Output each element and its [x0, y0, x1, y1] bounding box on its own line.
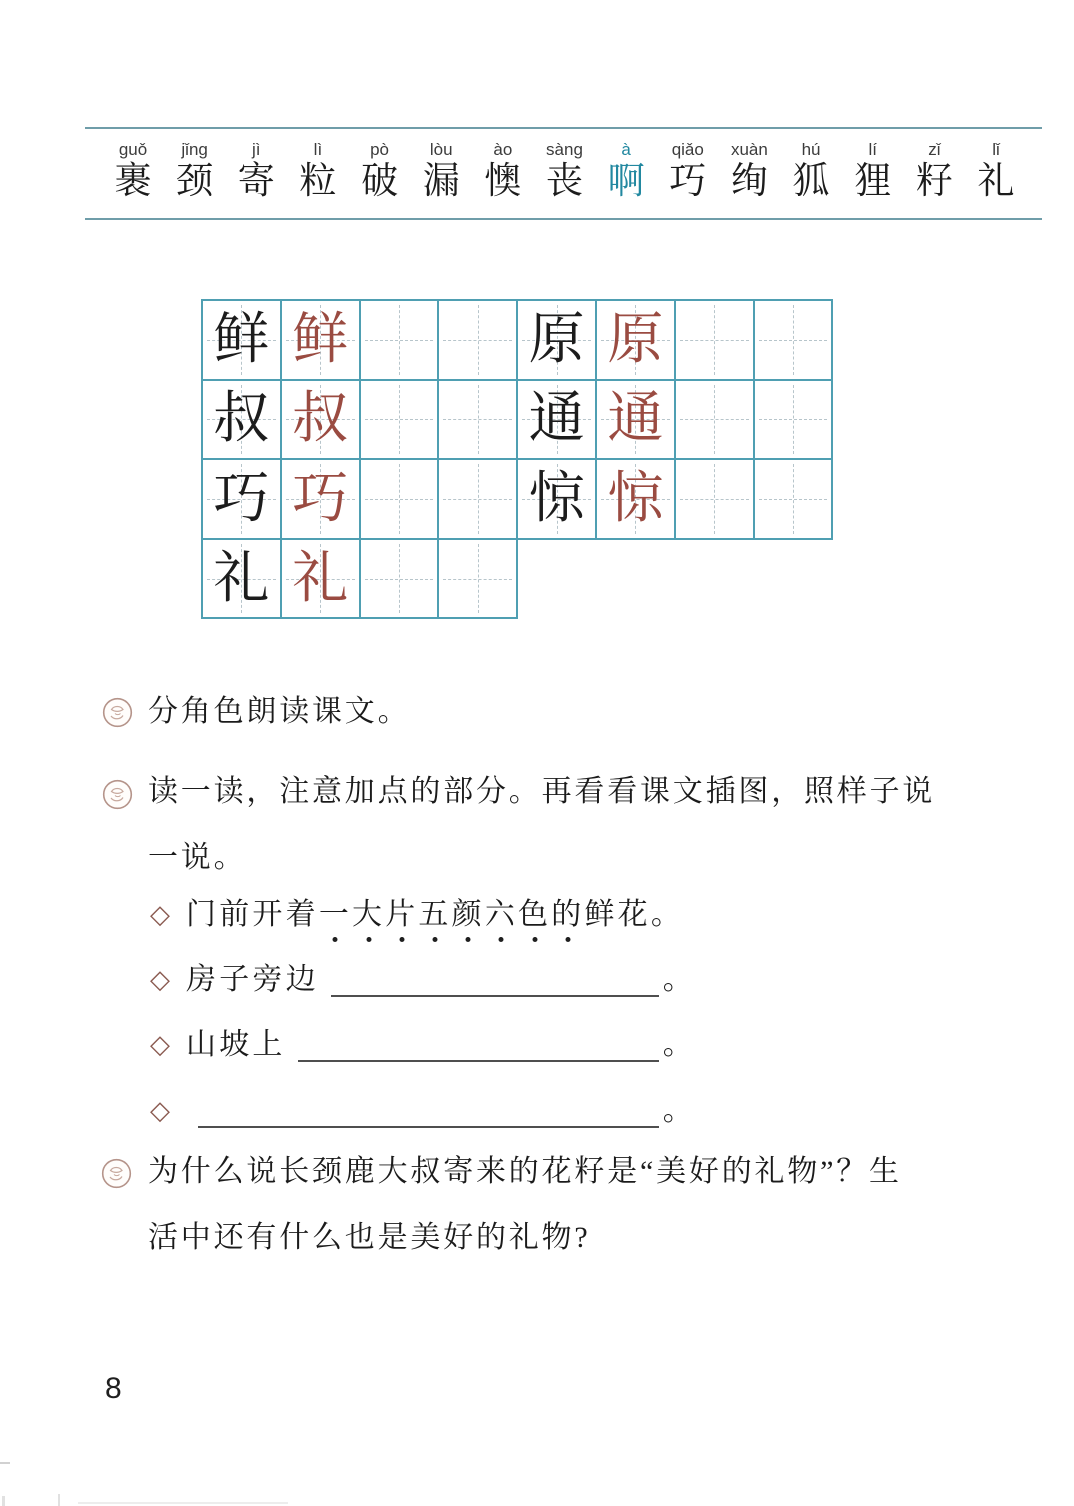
model-character: 原	[528, 308, 585, 371]
word-pinyin: pò	[370, 140, 390, 159]
word-character: 绚	[730, 161, 768, 202]
writing-grid-cell	[755, 381, 834, 461]
sentence-prefix: 房子旁边	[186, 963, 319, 996]
writing-grid-cell	[439, 540, 518, 620]
word-character: 丧	[545, 161, 583, 202]
writing-grid-cell	[518, 301, 597, 381]
diamond-bullet-icon: ◇	[150, 1096, 170, 1125]
model-character: 鲜	[213, 308, 270, 371]
word-pinyin: guǒ	[118, 140, 148, 159]
writing-grid-cell	[755, 301, 834, 381]
scan-artifact	[78, 1502, 288, 1504]
diamond-bullet-icon: ◇	[150, 900, 170, 929]
writing-grid-cell	[755, 460, 834, 540]
exercise-2-text-line-1: 读一读，注意加点的部分。再看看课文插图，照样子说	[148, 775, 936, 808]
word-character: 礼	[977, 161, 1015, 202]
flower-medallion-icon	[102, 779, 133, 810]
writing-grid-left-block	[201, 299, 518, 619]
model-character: 礼	[213, 547, 270, 610]
writing-grid-cell	[676, 381, 755, 461]
writing-grid-cell	[203, 540, 282, 620]
pinyin-word-strip	[85, 127, 1042, 220]
answer-blank-line	[198, 1092, 659, 1128]
writing-grid-cell	[439, 301, 518, 381]
writing-grid-cell	[439, 381, 518, 461]
model-character: 叔	[213, 388, 270, 451]
trace-character: 叔	[292, 388, 349, 451]
exercise-1-text: 分角色朗读课文。	[148, 695, 411, 728]
word-item	[483, 140, 523, 204]
trace-character: 原	[607, 308, 664, 371]
writing-grid-cell	[597, 301, 676, 381]
trace-character: 礼	[292, 547, 349, 610]
writing-grid-cell	[361, 540, 440, 620]
flower-medallion-icon	[102, 697, 133, 728]
word-item	[421, 140, 461, 204]
diamond-bullet-icon: ◇	[150, 1030, 170, 1059]
character-writing-grid	[201, 299, 834, 620]
flower-medallion-icon	[101, 1158, 132, 1189]
writing-grid-cell	[361, 381, 440, 461]
word-character: 破	[361, 161, 399, 202]
word-pinyin: hú	[801, 140, 821, 159]
writing-grid-cell	[676, 301, 755, 381]
fill-in-blank-line	[150, 960, 696, 1000]
word-item	[668, 140, 708, 204]
sentence-prefix: 山坡上	[186, 1028, 286, 1061]
word-character: 巧	[669, 161, 707, 202]
word-item	[791, 140, 831, 204]
writing-grid-cell	[203, 301, 282, 381]
word-pinyin: sàng	[546, 140, 583, 159]
scan-artifact	[0, 1462, 10, 1464]
word-item	[298, 140, 338, 204]
diamond-bullet-icon: ◇	[150, 965, 170, 994]
writing-grid-cell	[361, 301, 440, 381]
writing-grid-cell	[518, 460, 597, 540]
word-character: 粒	[299, 161, 337, 202]
trace-character: 鲜	[292, 308, 349, 371]
word-pinyin: lǐ	[992, 140, 1000, 159]
answer-blank-line	[298, 1026, 659, 1062]
word-character: 寄	[237, 161, 275, 202]
word-pinyin: zǐ	[928, 140, 941, 159]
word-pinyin: lì	[313, 140, 323, 159]
word-item	[729, 140, 769, 204]
sentence-text: 鲜花。	[584, 898, 685, 931]
word-item	[113, 140, 153, 204]
sentence-period: 。	[662, 1094, 696, 1127]
exercise-2-text-line-2: 一说。	[148, 841, 247, 874]
answer-blank-line	[331, 961, 659, 997]
writing-grid-right-block	[518, 299, 833, 540]
model-character: 惊	[528, 467, 585, 530]
word-character: 狸	[854, 161, 892, 202]
scan-artifact	[58, 1494, 60, 1506]
trace-character: 通	[607, 388, 664, 451]
sentence-period: 。	[662, 1028, 696, 1061]
writing-grid-cell	[597, 460, 676, 540]
word-item	[236, 140, 276, 204]
writing-grid-cell	[361, 460, 440, 540]
word-character: 籽	[915, 161, 953, 202]
word-character: 啊	[607, 161, 645, 202]
writing-grid-cell	[203, 381, 282, 461]
dotted-phrase: 一大片五颜六色的	[319, 895, 585, 935]
writing-grid-cell	[597, 381, 676, 461]
trace-character: 惊	[607, 467, 664, 530]
writing-grid-cell	[282, 540, 361, 620]
trace-character: 巧	[292, 467, 349, 530]
word-item	[853, 140, 893, 204]
word-item	[606, 140, 646, 204]
word-pinyin: lòu	[429, 140, 453, 159]
sentence-text: 门前开着	[186, 898, 319, 931]
word-character: 裹	[114, 161, 152, 202]
writing-grid-cell	[282, 301, 361, 381]
word-pinyin: à	[621, 140, 631, 159]
word-item	[544, 140, 584, 204]
word-item	[360, 140, 400, 204]
word-pinyin: qiǎo	[671, 140, 704, 159]
fill-in-blank-line	[150, 1025, 696, 1065]
word-pinyin: jǐng	[181, 140, 208, 159]
word-character: 懊	[484, 161, 522, 202]
word-pinyin: lí	[868, 140, 877, 159]
word-item	[914, 140, 954, 204]
word-character: 漏	[422, 161, 460, 202]
scan-artifact	[2, 1496, 5, 1506]
model-character: 通	[528, 388, 585, 451]
example-sentence-with-dots	[150, 895, 684, 935]
writing-grid-cell	[518, 381, 597, 461]
word-character: 颈	[176, 161, 214, 202]
writing-grid-cell	[676, 460, 755, 540]
word-item	[175, 140, 215, 204]
word-pinyin: jì	[252, 140, 261, 159]
exercise-3-text-line-1: 为什么说长颈鹿大叔寄来的花籽是“美好的礼物”？生	[148, 1155, 902, 1188]
page-number: 8	[105, 1372, 122, 1405]
fill-in-blank-line	[150, 1091, 696, 1131]
word-character: 狐	[792, 161, 830, 202]
writing-grid-cell	[282, 460, 361, 540]
model-character: 巧	[213, 467, 270, 530]
word-pinyin: xuàn	[730, 140, 768, 159]
writing-grid-cell	[282, 381, 361, 461]
word-item	[976, 140, 1016, 204]
sentence-period: 。	[662, 963, 696, 996]
writing-grid-cell	[439, 460, 518, 540]
word-pinyin: ào	[493, 140, 513, 159]
exercise-3-text-line-2: 活中还有什么也是美好的礼物?	[148, 1221, 591, 1254]
writing-grid-cell	[203, 460, 282, 540]
